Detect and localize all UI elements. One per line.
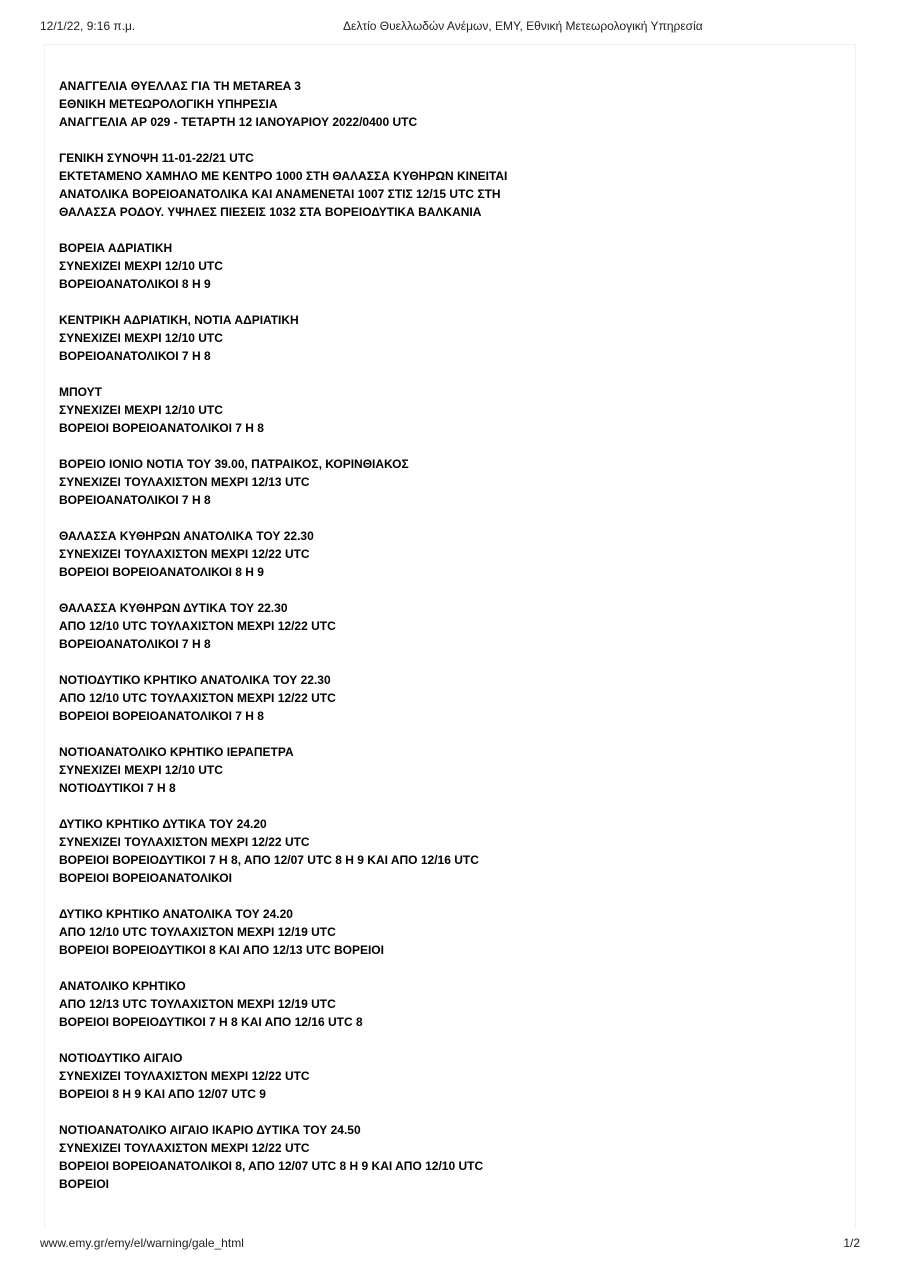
sea-area-forecast-line: ΣΥΝΕΧΙΖΕΙ ΜΕΧΡΙ 12/10 UTC <box>59 403 223 417</box>
sea-area-forecast-line: ΣΥΝΕΧΙΖΕΙ ΜΕΧΡΙ 12/10 UTC <box>59 331 223 345</box>
print-footer <box>0 1236 900 1256</box>
sea-area-block <box>59 905 839 959</box>
page-number: 1/2 <box>843 1236 860 1250</box>
sea-area-name: ΝΟΤΙΟΔΥΤΙΚΟ ΚΡΗΤΙΚΟ ΑΝΑΤΟΛΙΚΑ ΤΟΥ 22.30 <box>59 673 331 687</box>
sea-area-forecast-line: ΒΟΡΕΙΟΙ ΒΟΡΕΙΟΔΥΤΙΚΟΙ 7 Η 8, ΑΠΟ 12/07 UTC 8 Η 9 ΚΑΙ ΑΠΟ 12/16 UTC <box>59 853 479 867</box>
sea-area-forecast-line: ΑΠΟ 12/10 UTC ΤΟΥΛΑΧΙΣΤΟΝ ΜΕΧΡΙ 12/19 UTC <box>59 925 336 939</box>
sea-area-forecast-line: ΒΟΡΕΙΟΙ ΒΟΡΕΙΟΑΝΑΤΟΛΙΚΟΙ <box>59 871 232 885</box>
sea-area-forecast-line: ΒΟΡΕΙΟΙ ΒΟΡΕΙΟΑΝΑΤΟΛΙΚΟΙ 7 Η 8 <box>59 421 264 435</box>
sea-area-forecast-line: ΣΥΝΕΧΙΖΕΙ ΤΟΥΛΑΧΙΣΤΟΝ ΜΕΧΡΙ 12/13 UTC <box>59 475 310 489</box>
sea-area-name: ΘΑΛΑΣΣΑ ΚΥΘΗΡΩΝ ΑΝΑΤΟΛΙΚΑ ΤΟΥ 22.30 <box>59 529 314 543</box>
sea-area-forecast-line: ΒΟΡΕΙΟΑΝΑΤΟΛΙΚΟΙ 7 Η 8 <box>59 493 211 507</box>
sea-area-forecast-line: ΣΥΝΕΧΙΖΕΙ ΤΟΥΛΑΧΙΣΤΟΝ ΜΕΧΡΙ 12/22 UTC <box>59 1141 310 1155</box>
synopsis-line: ΘΑΛΑΣΣΑ ΡΟΔΟΥ. ΥΨΗΛΕΣ ΠΙΕΣΕΙΣ 1032 ΣΤΑ ΒΟΡΕΙΟΔΥΤΙΚΑ ΒΑΛΚΑΝΙΑ <box>59 205 482 219</box>
sea-area-block <box>59 527 839 581</box>
sea-area-forecast-line: ΒΟΡΕΙΟΑΝΑΤΟΛΙΚΟΙ 7 Η 8 <box>59 349 211 363</box>
sea-area-block <box>59 977 839 1031</box>
bulletin-header <box>59 77 839 131</box>
sea-area-name: ΒΟΡΕΙΑ ΑΔΡΙΑΤΙΚΗ <box>59 241 173 255</box>
sea-area-forecast-line: ΣΥΝΕΧΙΖΕΙ ΤΟΥΛΑΧΙΣΤΟΝ ΜΕΧΡΙ 12/22 UTC <box>59 835 310 849</box>
sea-area-forecast-line: ΒΟΡΕΙΟΙ ΒΟΡΕΙΟΔΥΤΙΚΟΙ 8 ΚΑΙ ΑΠΟ 12/13 UTC ΒΟΡΕΙΟΙ <box>59 943 384 957</box>
print-date: 12/1/22, 9:16 π.μ. <box>40 19 136 33</box>
sea-area-block <box>59 743 839 797</box>
sea-area-name: ΒΟΡΕΙΟ ΙΟΝΙΟ ΝΟΤΙΑ ΤΟΥ 39.00, ΠΑΤΡΑΙΚΟΣ, ΚΟΡΙΝΘΙΑΚΟΣ <box>59 457 409 471</box>
print-url: www.emy.gr/emy/el/warning/gale_html <box>40 1236 244 1250</box>
sea-area-name: ΜΠΟΥΤ <box>59 385 102 399</box>
sea-area-forecast-line: ΒΟΡΕΙΟΙ ΒΟΡΕΙΟΔΥΤΙΚΟΙ 7 Η 8 ΚΑΙ ΑΠΟ 12/16 UTC 8 <box>59 1015 363 1029</box>
sea-area-block <box>59 311 839 365</box>
sea-area-forecast-line: ΑΠΟ 12/10 UTC ΤΟΥΛΑΧΙΣΤΟΝ ΜΕΧΡΙ 12/22 UTC <box>59 619 336 633</box>
sea-area-forecast-line: ΒΟΡΕΙΟΙ ΒΟΡΕΙΟΑΝΑΤΟΛΙΚΟΙ 7 Η 8 <box>59 709 264 723</box>
sea-area-forecast-line: ΣΥΝΕΧΙΖΕΙ ΤΟΥΛΑΧΙΣΤΟΝ ΜΕΧΡΙ 12/22 UTC <box>59 547 310 561</box>
bulletin-title: ΑΝΑΓΓΕΛΙΑ ΘΥΕΛΛΑΣ ΓΙΑ ΤΗ ΜΕΤΑREA 3 <box>59 79 301 93</box>
sea-area-block <box>59 1049 839 1103</box>
sea-area-name: ΚΕΝΤΡΙΚΗ ΑΔΡΙΑΤΙΚΗ, ΝΟΤΙΑ ΑΔΡΙΑΤΙΚΗ <box>59 313 299 327</box>
general-synopsis <box>59 149 839 221</box>
sea-area-name: ΝΟΤΙΟΔΥΤΙΚΟ ΑΙΓΑΙΟ <box>59 1051 183 1065</box>
sea-area-block <box>59 239 839 293</box>
gale-warning-bulletin <box>59 77 839 1211</box>
print-header <box>0 19 900 39</box>
sea-area-name: ΑΝΑΤΟΛΙΚΟ ΚΡΗΤΙΚΟ <box>59 979 186 993</box>
sea-area-forecast-line: ΣΥΝΕΧΙΖΕΙ ΜΕΧΡΙ 12/10 UTC <box>59 763 223 777</box>
sea-area-forecast-line: ΒΟΡΕΙΟΙ 8 Η 9 ΚΑΙ ΑΠΟ 12/07 UTC 9 <box>59 1087 266 1101</box>
sea-area-block <box>59 671 839 725</box>
sea-area-name: ΔΥΤΙΚΟ ΚΡΗΤΙΚΟ ΔΥΤΙΚΑ ΤΟΥ 24.20 <box>59 817 267 831</box>
sea-area-block <box>59 455 839 509</box>
issuing-service: ΕΘΝΙΚΗ ΜΕΤΕΩΡΟΛΟΓΙΚΗ ΥΠΗΡΕΣΙΑ <box>59 97 278 111</box>
sea-area-forecast-line: ΝΟΤΙΟΔΥΤΙΚΟΙ 7 Η 8 <box>59 781 176 795</box>
sea-area-forecast-line: ΒΟΡΕΙΟΑΝΑΤΟΛΙΚΟΙ 7 Η 8 <box>59 637 211 651</box>
synopsis-line: ΕΚΤΕΤΑΜΕΝΟ ΧΑΜΗΛΟ ΜΕ ΚΕΝΤΡΟ 1000 ΣΤΗ ΘΑΛΑΣΣΑ ΚΥΘΗΡΩΝ ΚΙΝΕΙΤΑΙ <box>59 169 508 183</box>
sea-area-forecast-line: ΒΟΡΕΙΟΙ ΒΟΡΕΙΟΑΝΑΤΟΛΙΚΟΙ 8, ΑΠΟ 12/07 UTC 8 Η 9 ΚΑΙ ΑΠΟ 12/10 UTC <box>59 1159 484 1173</box>
sea-area-name: ΔΥΤΙΚΟ ΚΡΗΤΙΚΟ ΑΝΑΤΟΛΙΚΑ ΤΟΥ 24.20 <box>59 907 293 921</box>
sea-area-forecast-line: ΑΠΟ 12/13 UTC ΤΟΥΛΑΧΙΣΤΟΝ ΜΕΧΡΙ 12/19 UTC <box>59 997 336 1011</box>
sea-area-forecast-line: ΒΟΡΕΙΟΙ <box>59 1177 110 1191</box>
sea-area-block <box>59 383 839 437</box>
sea-area-name: ΝΟΤΙΟΑΝΑΤΟΛΙΚΟ ΚΡΗΤΙΚΟ ΙΕΡΑΠΕΤΡΑ <box>59 745 294 759</box>
sea-area-block <box>59 1121 839 1193</box>
sea-area-forecast-line: ΑΠΟ 12/10 UTC ΤΟΥΛΑΧΙΣΤΟΝ ΜΕΧΡΙ 12/22 UTC <box>59 691 336 705</box>
synopsis-heading: ΓΕΝΙΚΗ ΣΥΝΟΨΗ 11-01-22/21 UTC <box>59 151 254 165</box>
sea-area-name: ΘΑΛΑΣΣΑ ΚΥΘΗΡΩΝ ΔΥΤΙΚΑ ΤΟΥ 22.30 <box>59 601 288 615</box>
sea-area-forecast-line: ΒΟΡΕΙΟΑΝΑΤΟΛΙΚΟΙ 8 Η 9 <box>59 277 211 291</box>
sea-area-name: ΝΟΤΙΟΑΝΑΤΟΛΙΚΟ ΑΙΓΑΙΟ ΙΚΑΡΙΟ ΔΥΤΙΚΑ ΤΟΥ 24.50 <box>59 1123 361 1137</box>
sea-area-forecast-line: ΣΥΝΕΧΙΖΕΙ ΤΟΥΛΑΧΙΣΤΟΝ ΜΕΧΡΙ 12/22 UTC <box>59 1069 310 1083</box>
sea-areas-list <box>59 239 839 1193</box>
sea-area-block <box>59 815 839 887</box>
sea-area-forecast-line: ΒΟΡΕΙΟΙ ΒΟΡΕΙΟΑΝΑΤΟΛΙΚΟΙ 8 Η 9 <box>59 565 264 579</box>
print-title: Δελτίο Θυελλωδών Ανέμων, ΕΜΥ, Εθνική Μετεωρολογική Υπηρεσία <box>343 19 703 33</box>
sea-area-forecast-line: ΣΥΝΕΧΙΖΕΙ ΜΕΧΡΙ 12/10 UTC <box>59 259 223 273</box>
bulletin-number: ΑΝΑΓΓΕΛΙΑ ΑΡ 029 - ΤΕΤΑΡΤΗ 12 ΙΑΝΟΥΑΡΙΟΥ 2022/0400 UTC <box>59 115 418 129</box>
synopsis-line: ΑΝΑΤΟΛΙΚΑ ΒΟΡΕΙΟΑΝΑΤΟΛΙΚΑ ΚΑΙ ΑΝΑΜΕΝΕΤΑΙ 1007 ΣΤΙΣ 12/15 UTC ΣΤΗ <box>59 187 501 201</box>
sea-area-block <box>59 599 839 653</box>
